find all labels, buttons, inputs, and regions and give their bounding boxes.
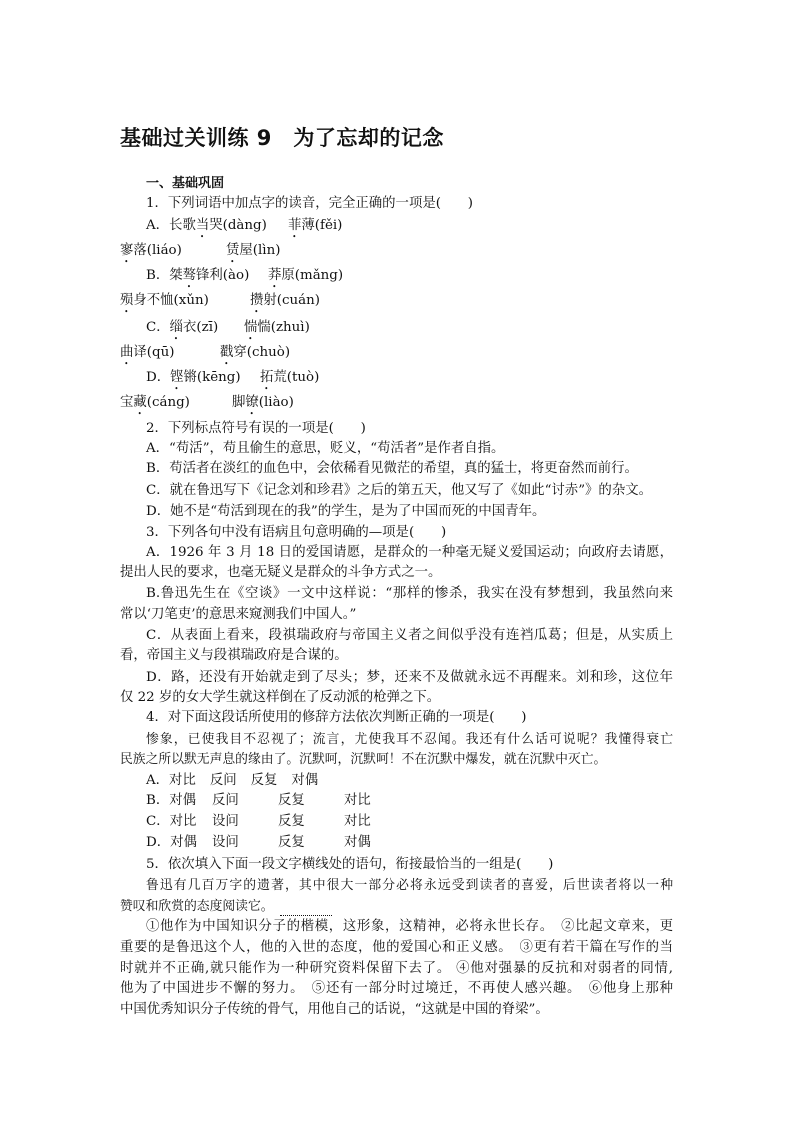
question-5-stem: 5．依次填入下面一段文字横线处的语句，衔接最恰当的一组是( ) bbox=[146, 857, 554, 872]
question-1-option-row bbox=[120, 344, 291, 368]
section-heading: 一、基础巩固 bbox=[146, 176, 225, 191]
option-term: 对比 bbox=[344, 793, 371, 808]
text: (cáng) bbox=[146, 395, 190, 410]
option-term: 反复 bbox=[250, 773, 278, 788]
option-term: 反问 bbox=[212, 793, 239, 808]
option-term: 对偶 bbox=[344, 835, 371, 850]
text: 射(cuán) bbox=[263, 293, 320, 308]
question-3-option-d-cont: 仅 22 岁的女大学生就这样倒在了反动派的枪弹之下。 bbox=[120, 690, 441, 705]
text: 荒(tuò) bbox=[273, 370, 320, 385]
question-3-option-c-cont: 看，帝国主义与段祺瑞政府是合谋的。 bbox=[120, 648, 348, 663]
question-3-stem: 3．下列各句中没有语病且句意明确的—项是( ) bbox=[146, 525, 447, 540]
question-4-stem: 4．对下面这段话所使用的修辞方法依次判断正确的一项是( ) bbox=[146, 710, 527, 725]
text: 锵(kēng) bbox=[183, 370, 241, 385]
option-term: 对比 bbox=[344, 814, 371, 829]
option-term: 对偶 bbox=[291, 773, 319, 788]
text: B．桀 bbox=[146, 268, 183, 283]
question-3-option-d: D．路，还没有开始就走到了尽头；梦，还来不及做就永远不再醒来。刘和珍，这位年 bbox=[146, 670, 673, 685]
fill-blank bbox=[280, 901, 332, 916]
question-3-option-a-cont: 提出人民的要求，也毫无疑义是群众的斗争方式之一。 bbox=[120, 565, 442, 580]
pinyin-item bbox=[250, 292, 320, 316]
passage-text: 赞叹和欣赏的态度阅读它。 bbox=[120, 899, 274, 914]
pinyin-item bbox=[146, 218, 267, 233]
dotted-character: 骜 bbox=[182, 268, 197, 283]
question-2-stem: 2．下列标点符号有误的一项是( ) bbox=[146, 421, 366, 436]
dotted-character: 戳 bbox=[220, 345, 234, 360]
pinyin-item bbox=[120, 243, 182, 258]
dotted-character: 藏 bbox=[133, 395, 147, 410]
pinyin-item bbox=[146, 370, 241, 385]
pinyin-item bbox=[268, 267, 343, 291]
dotted-character: 攒 bbox=[250, 293, 264, 308]
option-term: 设问 bbox=[212, 835, 239, 850]
pinyin-item bbox=[146, 268, 249, 283]
question-1-option-row bbox=[120, 242, 281, 266]
option-term: 反复 bbox=[278, 835, 305, 850]
text: D． bbox=[146, 370, 171, 385]
dotted-character: 曲 bbox=[120, 345, 134, 360]
text: 落(liáo) bbox=[133, 243, 182, 258]
question-1-option-row bbox=[120, 292, 320, 316]
question-4-passage: 惨象，已使我目不忍视了；流言，尤使我耳不忍闻。我还有什么话可说呢？我懂得衰亡 bbox=[146, 732, 673, 747]
question-2-option-a: A．“苟活”，苟且偷生的意思，贬义，“苟活者”是作者自指。 bbox=[146, 441, 505, 456]
text: (liào) bbox=[258, 395, 294, 410]
option-term: 反复 bbox=[278, 793, 305, 808]
pinyin-item bbox=[146, 320, 218, 335]
text: 屋(lìn) bbox=[239, 243, 281, 258]
question-3-option-b-cont: 常以‘刀笔吏’的意思来窥测我们中国人。” bbox=[120, 607, 357, 622]
option-term: A．对比 bbox=[146, 773, 196, 788]
question-1-option-row bbox=[146, 217, 343, 241]
text: 锋利(ào) bbox=[196, 268, 250, 283]
question-5-passage: 鲁迅有几百万字的遗著，其中很大一部分必将永远受到读者的喜爱，后世读者将以一种 bbox=[146, 878, 673, 893]
text: 身不恤(xǔn) bbox=[133, 293, 209, 308]
dotted-character: 菲 bbox=[288, 218, 302, 233]
pinyin-item bbox=[260, 369, 319, 393]
dotted-character: 殒 bbox=[120, 293, 134, 308]
pinyin-item bbox=[232, 394, 294, 418]
dotted-character: 缁 bbox=[169, 320, 184, 335]
text: 原(mǎng) bbox=[281, 268, 344, 283]
question-3-option-a: A．1926 年 3 月 18 日的爱国请愿，是群众的一种毫无疑义爱国运动；向政府去请愿， bbox=[146, 545, 673, 560]
question-5-passage-cont bbox=[120, 898, 332, 916]
question-1-option-row bbox=[120, 394, 294, 418]
question-5-sentences-cont: 中国优秀知识分子传统的骨气，用他自己的话说，“这就是中国的脊梁”。 bbox=[120, 1002, 549, 1017]
text: 译(qū) bbox=[133, 345, 175, 360]
dotted-character: 赁 bbox=[226, 243, 240, 258]
question-1-option-row bbox=[146, 267, 344, 291]
option-term: 反问 bbox=[209, 773, 237, 788]
question-2-option-b: B．苟活者在淡红的血色中，会依稀看见微茫的希望，真的猛士，将更奋然而前行。 bbox=[146, 461, 638, 476]
pinyin-item bbox=[120, 345, 174, 360]
question-1-stem: 1．下列词语中加点字的读音，完全正确的一项是( ) bbox=[146, 196, 473, 211]
text: 穿(chuò) bbox=[233, 345, 291, 360]
dotted-character: 寥 bbox=[120, 243, 134, 258]
option-term: B．对偶 bbox=[146, 793, 197, 808]
pinyin-item bbox=[120, 293, 209, 308]
question-3-option-b: B.鲁迅先生在《空谈》一文中这样说：“那样的惨杀，我实在没有梦想到，我虽然向来 bbox=[146, 586, 673, 601]
text: 宝 bbox=[120, 395, 134, 410]
text: 衣(zī) bbox=[183, 320, 219, 335]
question-1-option-row bbox=[146, 319, 310, 343]
dotted-character: 镣 bbox=[245, 395, 259, 410]
question-4-passage-cont: 民族之所以默无声息的缘由了。沉默呵，沉默呵！不在沉默中爆发，就在沉默中灭亡。 bbox=[120, 752, 607, 767]
text: 薄(fěi) bbox=[301, 218, 343, 233]
pinyin-item bbox=[226, 242, 280, 266]
question-4-option bbox=[146, 792, 410, 810]
option-term: 反复 bbox=[278, 814, 305, 829]
question-4-option bbox=[146, 813, 410, 831]
question-1-option-row bbox=[146, 369, 320, 393]
question-2-option-c: C．就在鲁迅写下《记念刘和珍君》之后的第五天，他又写了《如此“讨赤”》的杂文。 bbox=[146, 483, 652, 498]
text: A．长歌 bbox=[146, 218, 196, 233]
option-term: D．对偶 bbox=[146, 835, 197, 850]
option-term: 设问 bbox=[212, 814, 239, 829]
question-2-option-d: D．她不是“苟活到现在的我”的学生，是为了中国而死的中国青年。 bbox=[146, 504, 546, 519]
dotted-character: 当 bbox=[195, 218, 210, 233]
option-term: C．对比 bbox=[146, 814, 197, 829]
pinyin-item bbox=[288, 217, 342, 241]
dotted-character: 铿 bbox=[170, 370, 184, 385]
question-4-option bbox=[146, 834, 410, 852]
question-5-sentences-cont: 时就并不正确,就只能作为一种研究资料保留下去了。 ④他对强暴的反抗和对弱者的同情, bbox=[120, 961, 673, 976]
text: 哭(dàng) bbox=[209, 218, 267, 233]
dotted-character: 拓 bbox=[260, 370, 274, 385]
pinyin-item bbox=[244, 319, 310, 343]
question-3-option-c: C．从表面上看来，段祺瑞政府与帝国主义者之间似乎没有连裆瓜葛；但是，从实质上 bbox=[146, 628, 673, 643]
dotted-character: 惴 bbox=[244, 320, 258, 335]
dotted-character: 莽 bbox=[268, 268, 282, 283]
question-5-sentences-cont: 重要的是鲁迅这个人，他的入世的态度，他的爱国心和正义感。 ③更有若干篇在写作的当 bbox=[120, 940, 673, 955]
pinyin-item bbox=[120, 395, 190, 410]
text: 脚 bbox=[232, 395, 246, 410]
question-5-sentences: ①他作为中国知识分子的楷模，这形象，这精神，必将永世长存。 ②比起文章来，更 bbox=[146, 919, 673, 934]
text: 惴(zhuì) bbox=[257, 320, 310, 335]
text: C． bbox=[146, 320, 170, 335]
question-5-sentences-cont: 他为了中国进步不懈的努力。 ⑤还有一部分时过境迁，不再使人感兴趣。 ⑥他身上那种 bbox=[120, 981, 673, 996]
question-4-option bbox=[146, 772, 318, 790]
pinyin-item bbox=[220, 344, 290, 368]
page-title: 基础过关训练 9 为了忘却的记念 bbox=[120, 126, 444, 150]
